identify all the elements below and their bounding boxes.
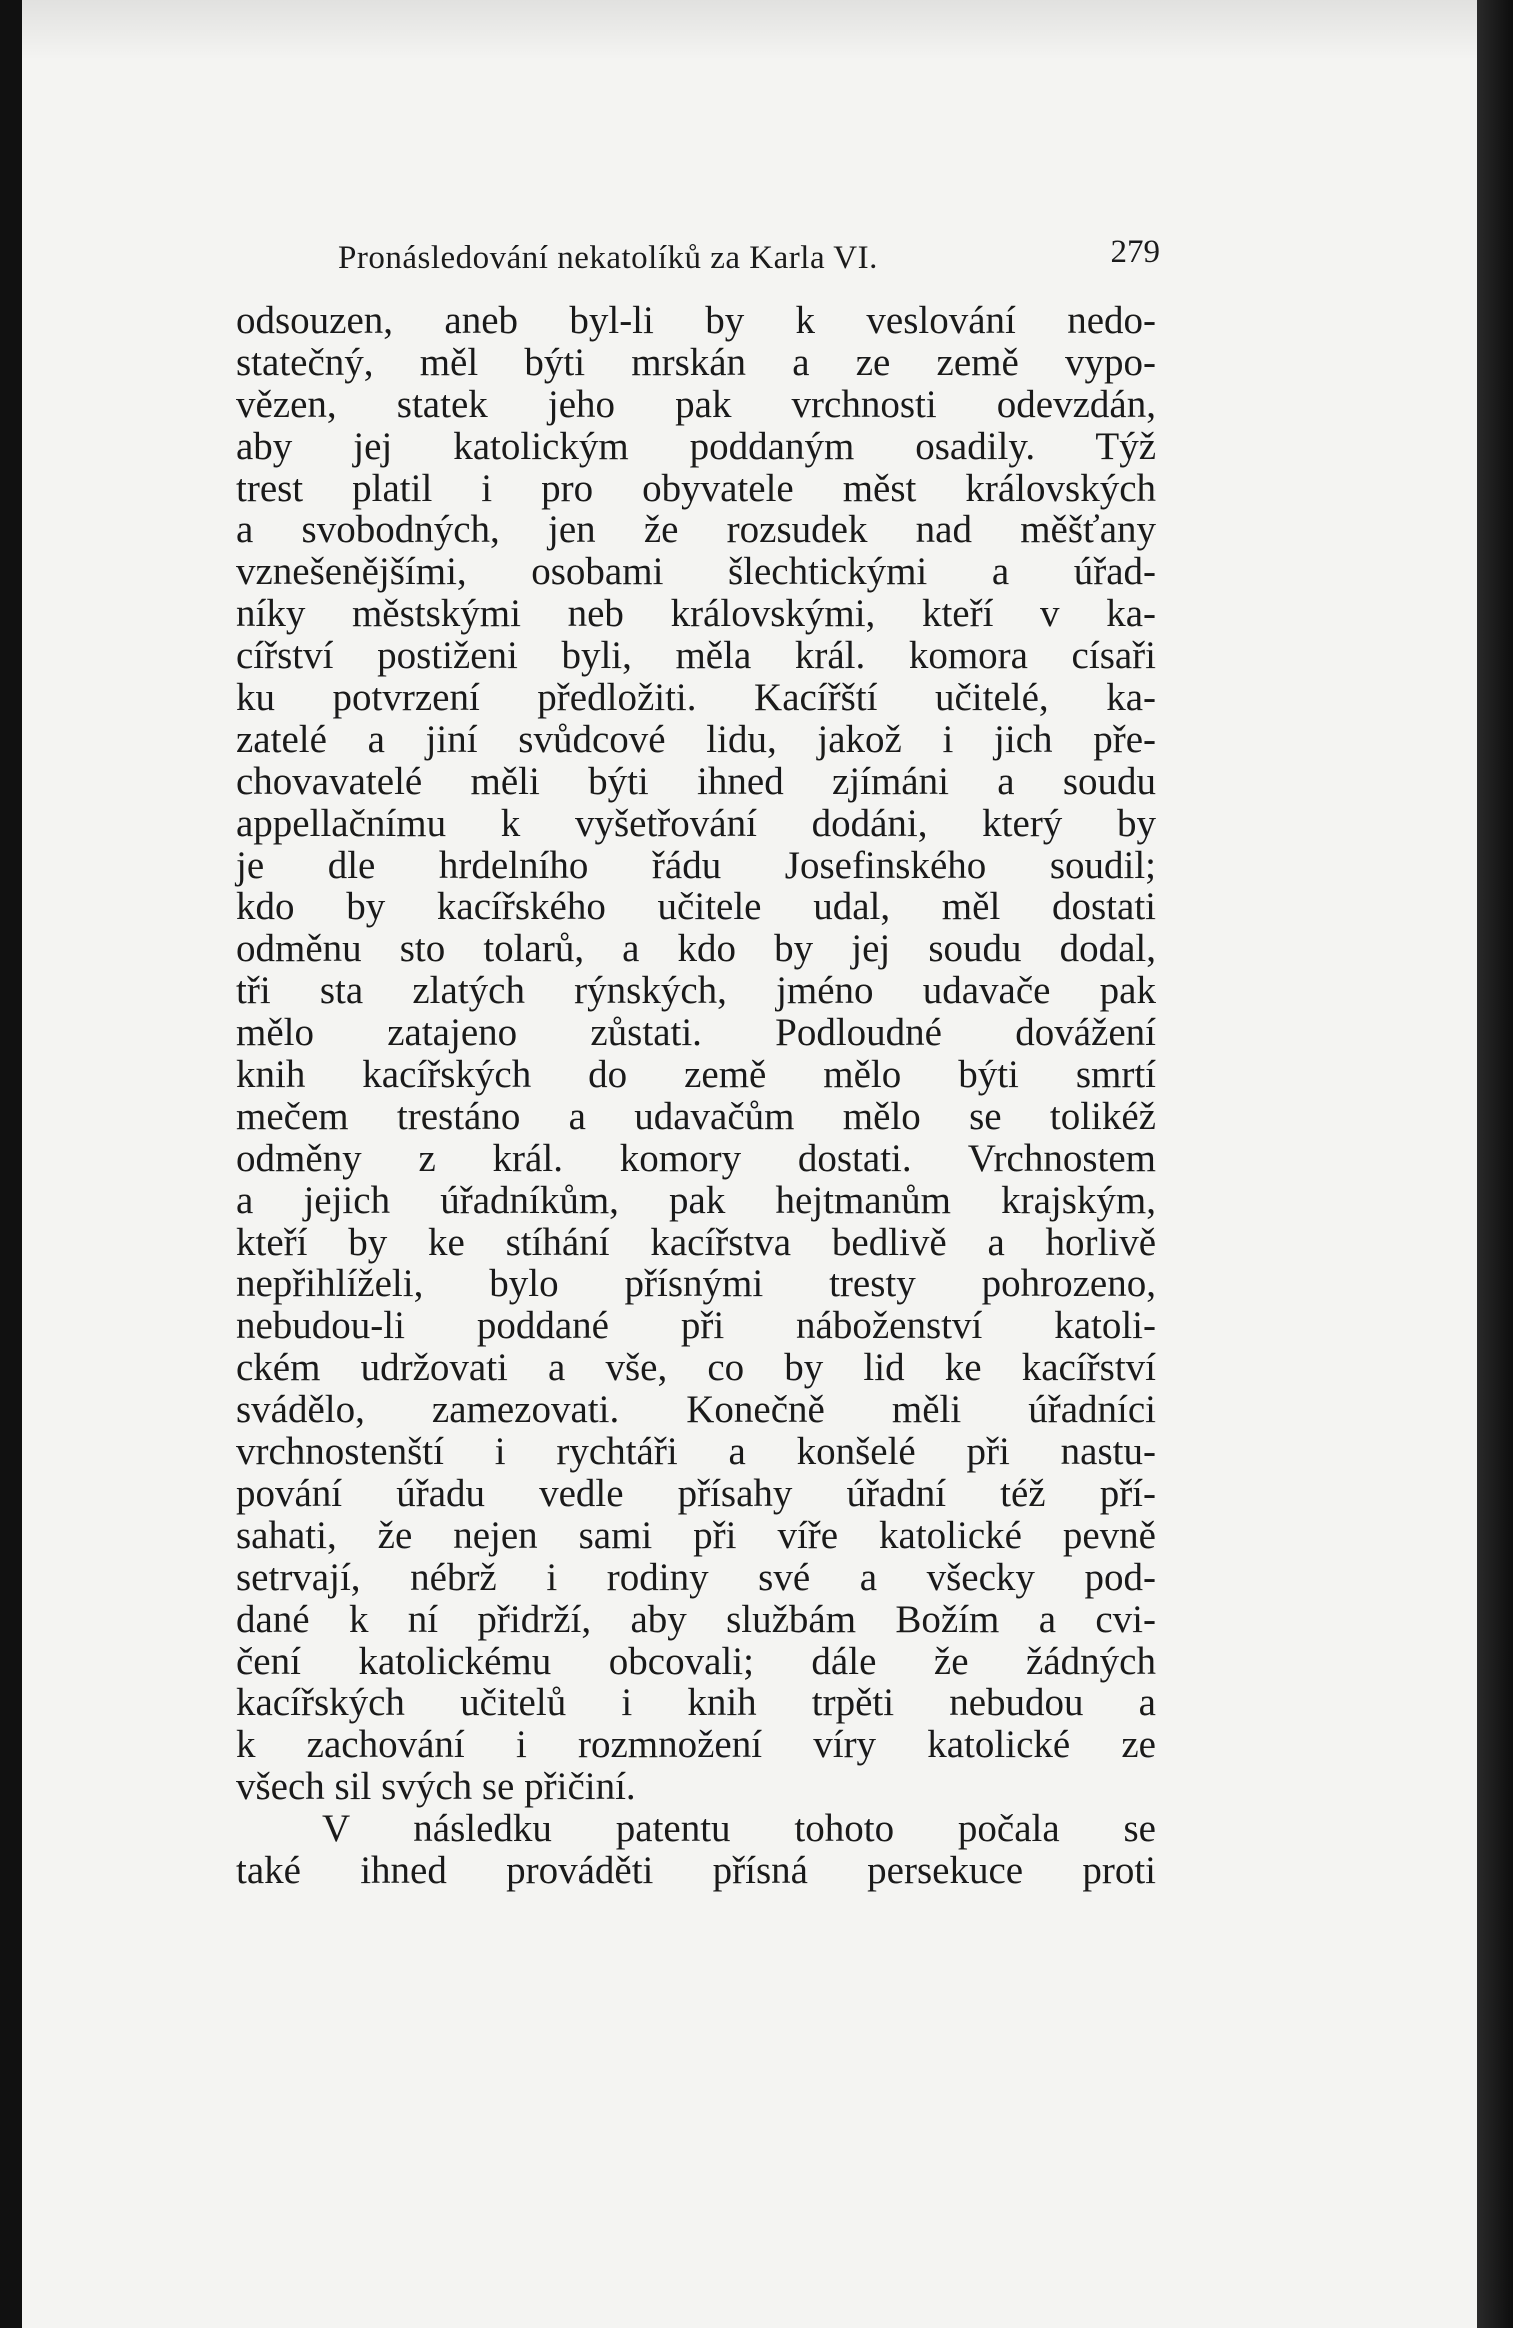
text-line: ckém udržovati a vše, co by lid ke kacířství: [236, 1346, 1156, 1390]
text-line: dané k ní přidrží, aby službám Božím a cvi-: [236, 1597, 1156, 1641]
text-line: mělo zatajeno zůstati. Podloudné dovážení: [236, 1011, 1156, 1055]
text-line: odměnu sto tolarů, a kdo by jej soudu dodal,: [236, 927, 1156, 971]
page-header: [338, 234, 1160, 290]
text-line: zatelé a jiní svůdcové lidu, jakož i jich pře-: [236, 717, 1156, 761]
text-line: svádělo, zamezovati. Konečně měli úřadníci: [236, 1388, 1156, 1432]
scan-right-margin: [1477, 0, 1513, 2328]
text-line: knih kacířských do země mělo býti smrtí: [236, 1053, 1156, 1097]
text-line: V následku patentu tohoto počala se: [322, 1807, 1156, 1851]
page-shadow: [22, 0, 1477, 60]
text-line: ku potvrzení předložiti. Kacířští učitelé, ka-: [236, 676, 1156, 720]
running-head: Pronásledování nekatolíků za Karla VI.: [338, 240, 878, 276]
text-line: také ihned prováděti přísná persekuce proti: [236, 1848, 1156, 1892]
text-line: tři sta zlatých rýnských, jméno udavače pak: [236, 969, 1156, 1013]
text-line: sahati, že nejen sami při víře katolické pevně: [236, 1513, 1156, 1557]
text-line: vězen, statek jeho pak vrchnosti odevzdán,: [236, 382, 1156, 426]
text-line: všech sil svých se přičiní.: [236, 1765, 636, 1809]
text-line: kteří by ke stíhání kacířstva bedlivě a horlivě: [236, 1220, 1156, 1264]
page-number: 279: [1110, 234, 1160, 270]
text-line: k zachování i rozmnožení víry katolické ze: [236, 1723, 1156, 1767]
text-line: a svobodných, jen že rozsudek nad měšťany: [236, 508, 1156, 552]
text-line: kacířských učitelů i knih trpěti nebudou a: [236, 1681, 1156, 1725]
text-line: nepřihlíželi, bylo přísnými tresty pohrozeno,: [236, 1262, 1156, 1306]
text-line: a jejich úřadníkům, pak hejtmanům krajským,: [236, 1178, 1156, 1222]
text-line: statečný, měl býti mrskán a ze země vypo-: [236, 340, 1156, 384]
text-line: vrchnostenští i rychtáři a konšelé při nastu-: [236, 1430, 1156, 1474]
text-line: pování úřadu vedle přísahy úřadní též pří-: [236, 1471, 1156, 1515]
text-line: trest platil i pro obyvatele měst královských: [236, 466, 1156, 510]
body-text: [236, 300, 1156, 1892]
text-line: chovavatelé měli býti ihned zjímáni a soudu: [236, 759, 1156, 803]
text-line: nebudou-li poddané při náboženství katoli-: [236, 1304, 1156, 1348]
text-line: kdo by kacířského učitele udal, měl dostati: [236, 885, 1156, 929]
text-line: vznešenějšími, osobami šlechtickými a úřad-: [236, 550, 1156, 594]
text-line: níky městskými neb královskými, kteří v ka-: [236, 592, 1156, 636]
text-line: aby jej katolickým poddaným osadily. Týž: [236, 424, 1156, 468]
scan-left-margin: [0, 0, 22, 2328]
text-line: čení katolickému obcovali; dále že žádných: [236, 1639, 1156, 1683]
text-line: je dle hrdelního řádu Josefinského soudil;: [236, 843, 1156, 887]
text-line: setrvají, nébrž i rodiny své a všecky pod-: [236, 1555, 1156, 1599]
text-line: odměny z král. komory dostati. Vrchnostem: [236, 1136, 1156, 1180]
text-line: appellačnímu k vyšetřování dodáni, který by: [236, 801, 1156, 845]
text-line: odsouzen, aneb byl-li by k veslování nedo-: [236, 299, 1156, 342]
text-line: cířství postiženi byli, měla král. komora císaři: [236, 634, 1156, 678]
text-line: mečem trestáno a udavačům mělo se tolikéž: [236, 1094, 1156, 1138]
